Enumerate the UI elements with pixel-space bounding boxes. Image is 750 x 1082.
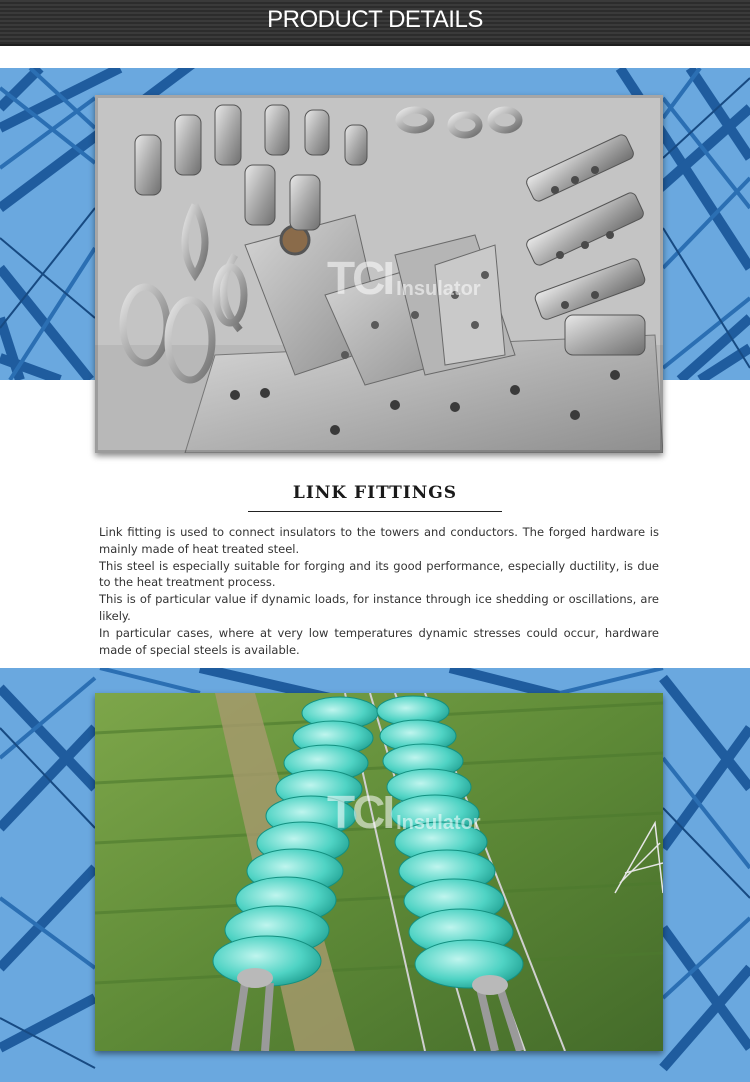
product-description [99, 524, 659, 658]
header-bar [0, 0, 750, 46]
section-heading: LINK FITTINGS [292, 483, 458, 503]
tci-logo: TCI [327, 252, 393, 304]
description-paragraph: This is of particular value if dynamic loads, for instance through ice shedding or oscillations, are likely. [99, 592, 659, 623]
tci-watermark [327, 786, 481, 838]
description-paragraph: In particular cases, where at very low temperatures dynamic stresses could occur, hardware made of special steels is available. [99, 625, 659, 657]
glass-insulators-photo [95, 693, 663, 1051]
link-fittings-photo [95, 95, 663, 453]
insulator-wordmark: Insulator [396, 278, 481, 300]
page-title: PRODUCT DETAILS [267, 6, 483, 33]
tci-watermark [327, 252, 481, 304]
description-paragraph: Link fitting is used to connect insulators to the towers and conductors. The forged hardware is mainly made of heat treated steel. [99, 525, 659, 556]
insulator-wordmark: Insulator [396, 812, 481, 834]
description-paragraph: This steel is especially suitable for forging and its good performance, especially ductility, is due to the heat treatment process. [99, 558, 659, 590]
heading-divider [248, 511, 502, 512]
tci-logo: TCI [327, 786, 393, 838]
